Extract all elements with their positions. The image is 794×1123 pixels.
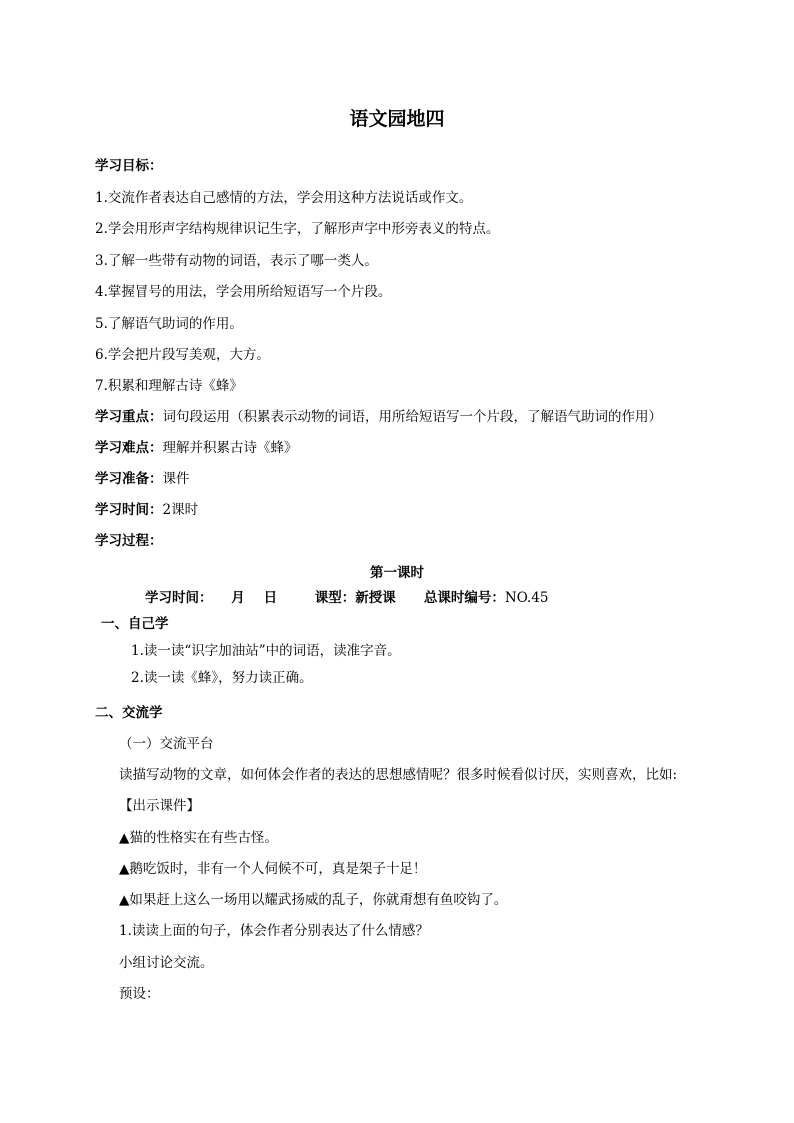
- lesson-meta-row: [145, 588, 548, 608]
- goal-item-4: 4.掌握冒号的用法，学会用所给短语写一个片段。: [95, 284, 392, 300]
- time-label: 学习时间：: [95, 502, 163, 518]
- example-1: ▲猫的性格实在有些古怪。: [119, 830, 278, 846]
- goals-heading: 学习目标：: [95, 158, 163, 174]
- section1-heading: 一、自己学: [101, 616, 169, 632]
- example-3: ▲如果赶上这么一场用以耀武扬威的乱子，你就甭想有鱼咬钩了。: [119, 892, 508, 908]
- process-heading: 学习过程：: [95, 533, 163, 549]
- page-title: 语文园地四: [349, 108, 445, 130]
- difficulty-value: 理解并积累古诗《蜂》: [162, 440, 298, 456]
- section1-item-2: 2.读一读《蜂》，努力读正确。: [131, 670, 313, 686]
- prep-value: 课件: [162, 471, 190, 487]
- focus-row: [95, 407, 662, 427]
- lesson-heading: 第一课时: [370, 565, 424, 581]
- prep-label: 学习准备：: [95, 471, 163, 487]
- goal-item-7: 7.积累和理解古诗《蜂》: [95, 378, 243, 394]
- goal-item-3: 3.了解一些带有动物的词语，表示了哪一类人。: [95, 253, 378, 269]
- prep-row: [95, 469, 190, 489]
- section2-heading: 二、交流学: [95, 705, 163, 721]
- focus-value: 词句段运用（积累表示动物的词语，用所给短语写一个片段，了解语气助词的作用）: [162, 409, 662, 425]
- section2-sub: （一）交流平台: [119, 736, 214, 752]
- goal-item-2: 2.学会用形声字结构规律识记生字，了解形声字中形旁表义的特点。: [95, 221, 500, 237]
- goal-item-1: 1.交流作者表达自己感情的方法，学会用这种方法说话或作文。: [95, 190, 473, 206]
- example-2: ▲鹅吃饭时，非有一个人伺候不可，真是架子十足！: [119, 861, 427, 877]
- courseware-label: 【出示课件】: [119, 798, 200, 814]
- discuss-text: 小组讨论交流。: [119, 955, 214, 971]
- difficulty-label: 学习难点：: [95, 440, 163, 456]
- difficulty-row: [95, 438, 298, 458]
- section1-item-1: 1.读一读“识字加油站”中的词语，读准字音。: [131, 643, 401, 659]
- time-row: [95, 500, 198, 520]
- lesson-number: NO.45: [504, 590, 549, 606]
- section2-intro: 读描写动物的文章，如何体会作者的表达的思想感情呢？很多时候看似讨厌，实则喜欢，比如:: [119, 767, 678, 783]
- focus-label: 学习重点：: [95, 409, 163, 425]
- preset-label: 预设：: [119, 986, 160, 1002]
- goal-item-5: 5.了解语气助词的作用。: [95, 316, 243, 332]
- goal-item-6: 6.学会把片段写美观，大方。: [95, 347, 270, 363]
- lesson-meta: 学习时间： 月 日 课型：新授课 总课时编号：: [145, 590, 505, 606]
- time-value: 2课时: [162, 502, 199, 518]
- question-1: 1.读读上面的句子，体会作者分别表达了什么情感？: [119, 923, 429, 939]
